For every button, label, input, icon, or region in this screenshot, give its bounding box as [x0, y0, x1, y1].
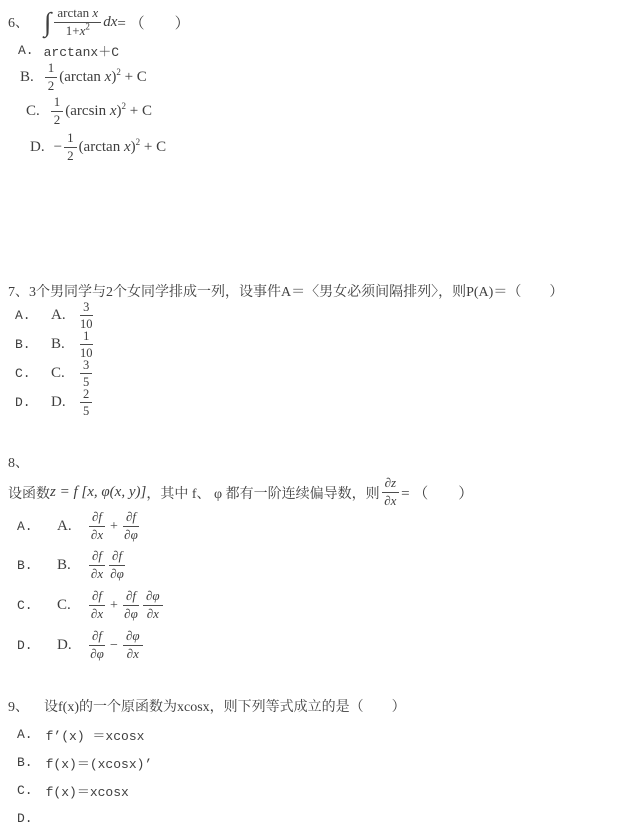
- partial-fraction: $\frac{\partial f}{\partial\varphi}$: [124, 588, 138, 621]
- coefficient-fraction: $\frac{1}{2}$: [45, 61, 58, 93]
- dz-dx-fraction: $\frac{\partial z}{\partial x}$: [382, 476, 399, 508]
- q8-option-b: [17, 550, 619, 581]
- partial-fraction: $\frac{\partial f}{\partial x}$: [90, 509, 104, 542]
- q8-option-c: [17, 590, 619, 621]
- option-formula: [87, 510, 141, 542]
- option-label-outer: C.: [15, 366, 31, 381]
- q8-option-a: [17, 511, 619, 542]
- fraction-numerator: arctan x: [54, 6, 101, 23]
- q8-stem: [8, 477, 619, 508]
- option-label-inner: A.: [57, 518, 72, 534]
- option-label: C.: [17, 782, 33, 798]
- partial-fraction: $\frac{\partial f}{\partial x}$: [90, 588, 104, 621]
- partial-fraction: $\frac{\partial f}{\partial\varphi}$: [124, 509, 138, 542]
- option-label-inner: B.: [51, 336, 65, 352]
- q8-stem-cn1: 设函数: [8, 486, 50, 502]
- option-fraction: $\frac{3}{10}$: [80, 300, 93, 331]
- partial-fraction: $\frac{\partial f}{\partial x}$: [90, 548, 104, 581]
- operator: +: [110, 518, 118, 534]
- coefficient-fraction: $\frac{1}{2}$: [51, 95, 64, 127]
- coefficient-fraction: $\frac{1}{2}$: [64, 131, 77, 163]
- option-formula: [87, 629, 145, 661]
- q8-number: 8、: [8, 456, 29, 471]
- question-6: [8, 6, 619, 163]
- q6-option-c: [26, 93, 619, 127]
- option-label: D.: [17, 810, 33, 826]
- question-7: [8, 281, 619, 417]
- partial-fraction: $\frac{\partial\varphi}{\partial x}$: [123, 629, 143, 661]
- option-label-outer: A.: [15, 308, 31, 323]
- q7-stem: [8, 281, 619, 301]
- option-text: arctanx＋C: [43, 44, 120, 60]
- partial-fraction: $\frac{\partial\varphi}{\partial x}$: [143, 589, 163, 621]
- option-label-inner: D.: [51, 394, 66, 410]
- option-label: B.: [17, 754, 33, 770]
- q6-integrand-fraction: [54, 6, 101, 38]
- q7-number: 7、: [8, 285, 29, 300]
- option-label-inner: C.: [57, 597, 71, 613]
- option-label-inner: A.: [51, 307, 66, 323]
- option-label-inner: B.: [57, 557, 71, 573]
- q7-option-a: [15, 301, 619, 330]
- option-text: f(x)＝xcosx: [45, 784, 129, 800]
- operator: +: [110, 597, 118, 613]
- integral-sign: ∫: [44, 6, 52, 37]
- partial-fraction: $\frac{\partial f}{\partial\varphi}$: [110, 548, 124, 581]
- option-label-outer: D.: [15, 395, 31, 410]
- q7-option-b: [15, 330, 619, 359]
- q7-stem-text: 3个男同学与2个女同学排成一列，设事件A＝〈男女必须间隔排列〉，则P(A)＝（ ）: [29, 285, 564, 300]
- option-fraction: $\frac{1}{10}$: [80, 329, 93, 360]
- q6-equals-blank: = （ ）: [117, 15, 190, 32]
- q9-stem-text: 设f(x)的一个原函数为xcosx，则下列等式成立的是（ ）: [44, 699, 406, 715]
- option-text: f(x)＝(xcosx)’: [45, 756, 153, 772]
- q7-option-d: [15, 388, 619, 417]
- option-formula: (arctan x)$^2$ + C: [78, 136, 167, 155]
- option-label: C.: [26, 102, 40, 119]
- q6-number: 6、: [8, 16, 29, 31]
- partial-fraction: $\frac{\partial f}{\partial\varphi}$: [90, 628, 104, 661]
- operator: −: [110, 637, 118, 653]
- option-label-inner: C.: [51, 365, 65, 381]
- q7-option-c: [15, 359, 619, 388]
- option-label: A.: [18, 42, 34, 58]
- option-text: f’(x) ＝xcosx: [45, 728, 145, 744]
- q6-option-b: [20, 59, 619, 93]
- q8-stem-cn2: ，其中 f、 φ 都有一阶连续偏导数，则: [146, 486, 380, 502]
- q8-stem-math: z = f [x, φ(x, y)]: [50, 484, 147, 500]
- option-formula: [87, 549, 127, 581]
- option-label: B.: [20, 68, 34, 85]
- option-label-outer: B.: [15, 337, 31, 352]
- option-formula: [87, 589, 165, 621]
- question-9: [8, 697, 619, 826]
- q6-option-d: [30, 131, 619, 163]
- option-fraction: $\frac{3}{5}$: [80, 358, 92, 389]
- option-fraction: $\frac{2}{5}$: [80, 387, 92, 418]
- option-label-inner: D.: [57, 637, 72, 653]
- differential-dx: dx: [103, 13, 118, 30]
- q9-option-d: [17, 810, 619, 826]
- q9-stem: [8, 697, 619, 714]
- option-label: D.: [30, 138, 45, 155]
- q8-option-d: [17, 630, 619, 661]
- q8-equals-blank: = （ ）: [401, 486, 474, 502]
- fraction-denominator: $1+x^2$: [65, 21, 90, 38]
- question-8: [8, 452, 619, 661]
- q9-option-a: [17, 726, 619, 742]
- q9-number: 9、: [8, 699, 29, 715]
- q9-option-c: [17, 782, 619, 798]
- q6-stem: [8, 6, 619, 38]
- option-label-outer: C.: [17, 598, 33, 613]
- option-label: A.: [17, 726, 33, 742]
- q6-option-a: [18, 42, 619, 58]
- option-label-outer: D.: [17, 638, 33, 653]
- option-label-outer: B.: [17, 558, 33, 573]
- option-formula: (arcsin x)$^2$ + C: [65, 100, 152, 119]
- q9-option-b: [17, 754, 619, 770]
- option-label-outer: A.: [17, 519, 33, 534]
- option-formula: (arctan x)$^2$ + C: [59, 66, 147, 85]
- minus-sign: −: [53, 138, 63, 155]
